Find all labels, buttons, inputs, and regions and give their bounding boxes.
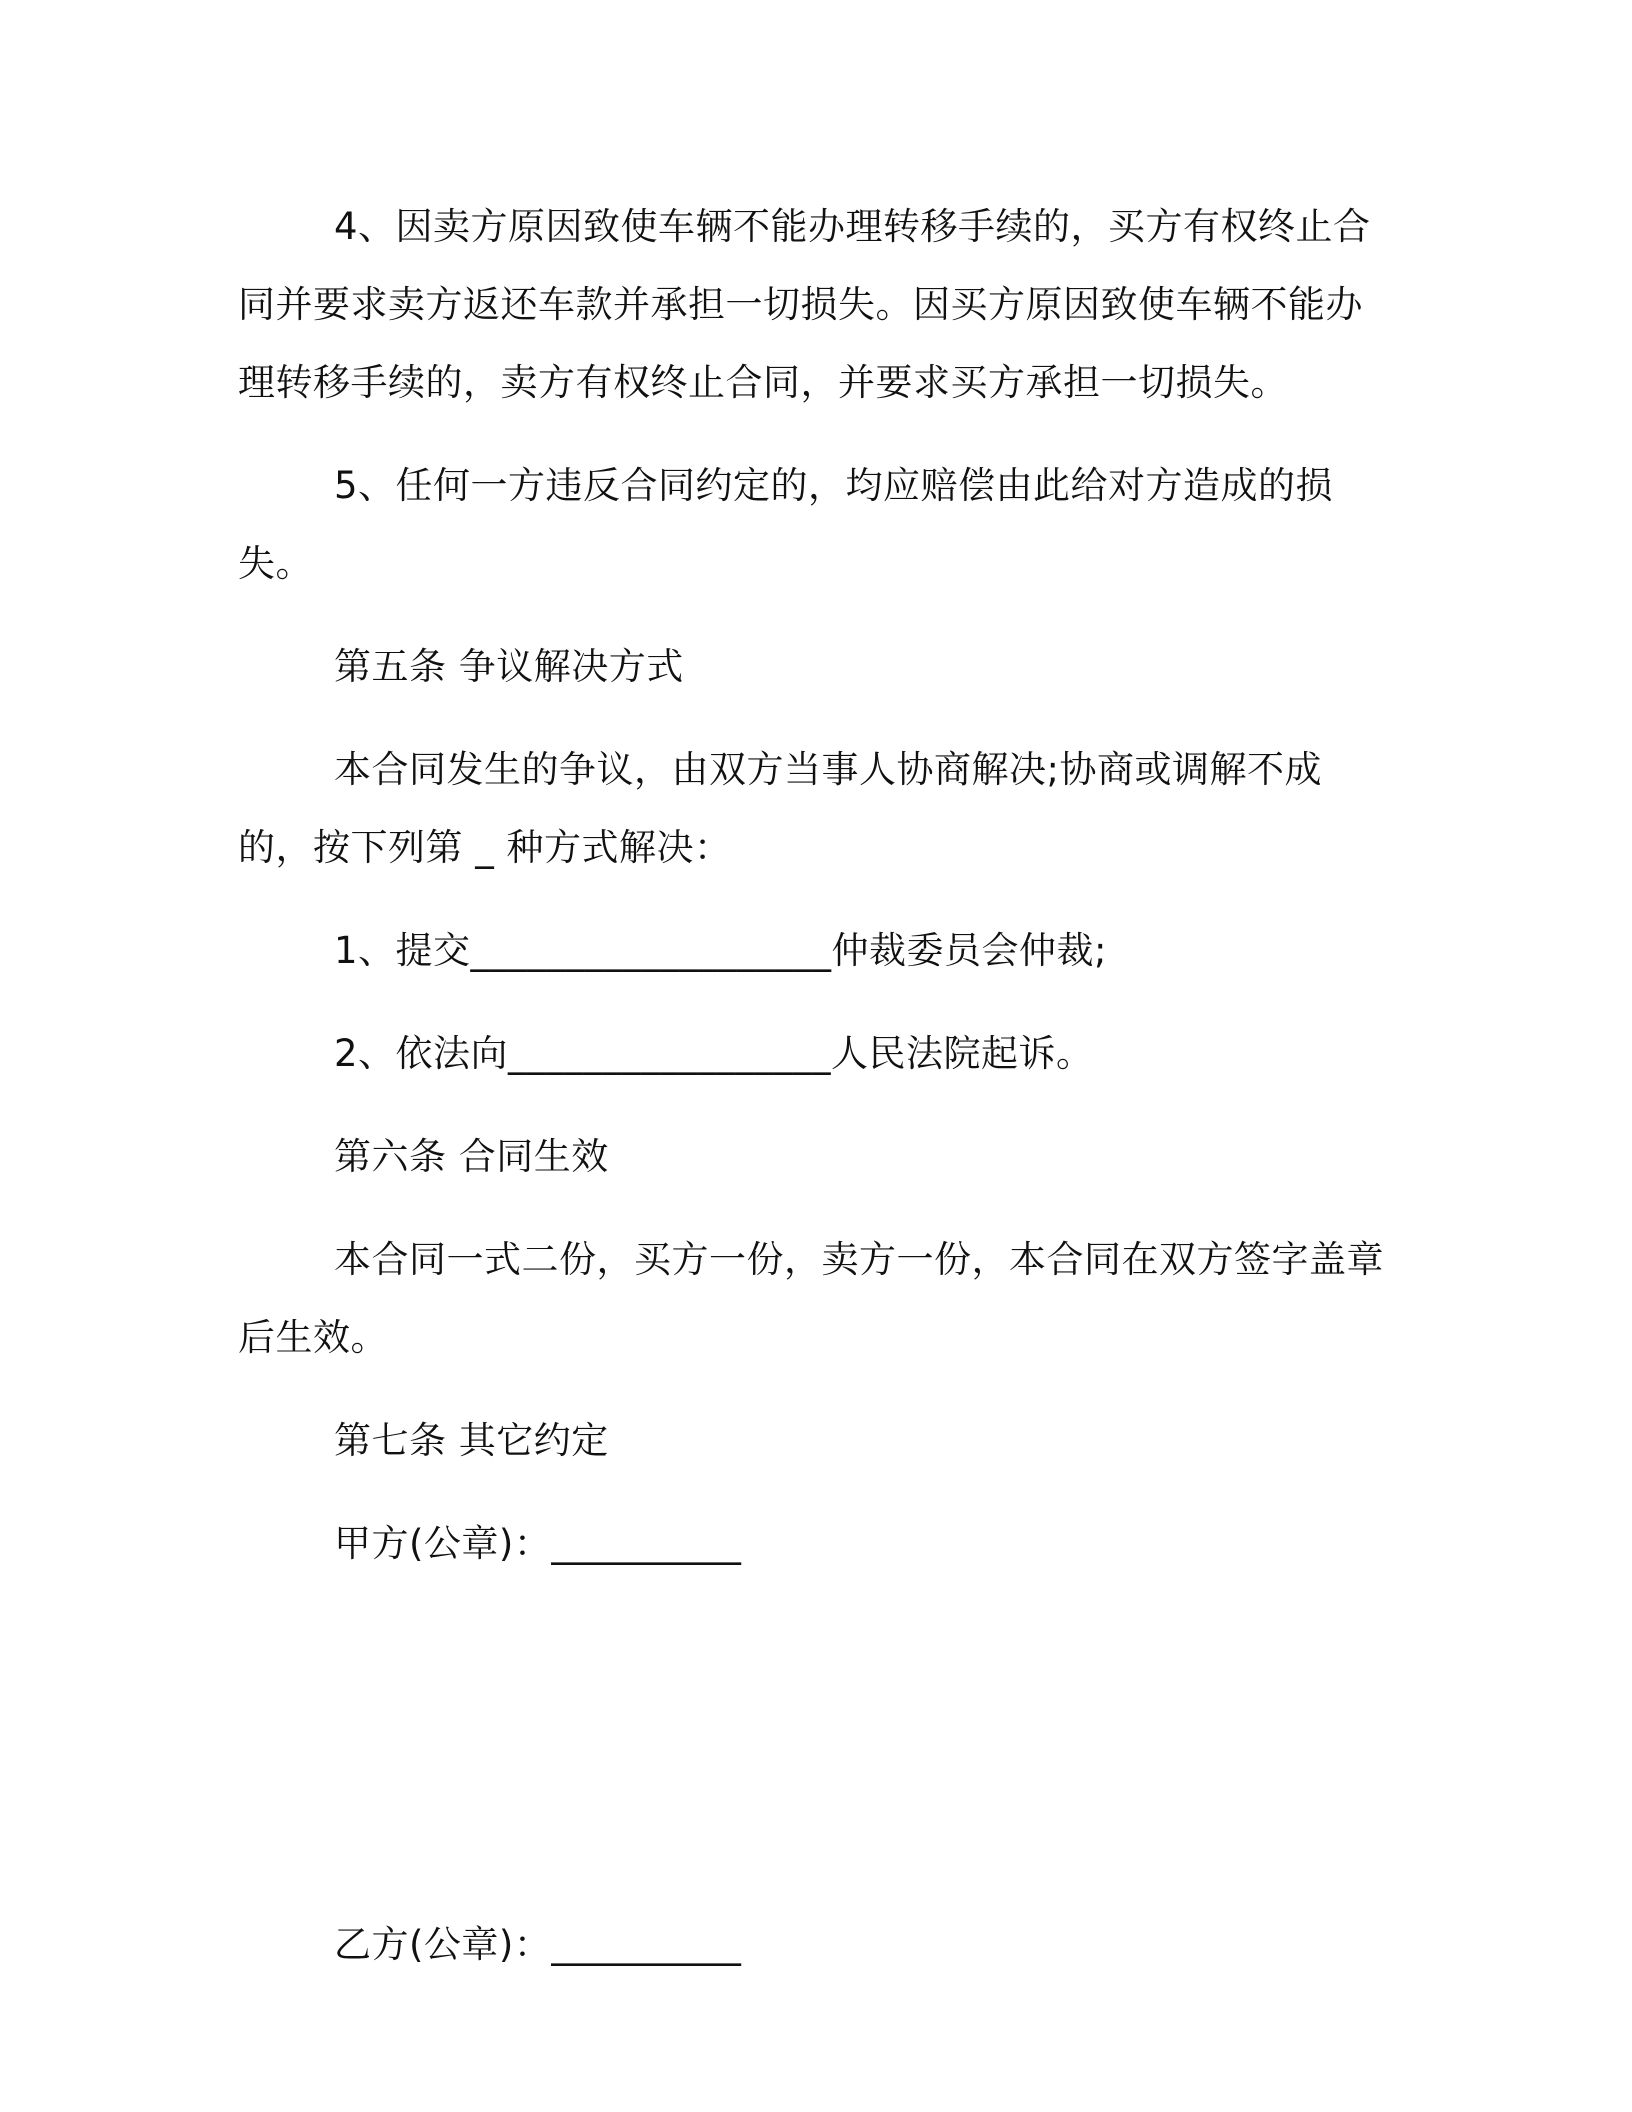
dispute-resolution-paragraph: 本合同发生的争议，由双方当事人协商解决;协商或调解不成的，按下列第 _ 种方式解决： [238,748,1322,869]
effectiveness-paragraph: 本合同一式二份，买方一份，卖方一份，本合同在双方签字盖章后生效。 [238,1238,1384,1359]
clause-4-paragraph: 4、因卖方原因致使车辆不能办理转移手续的，买方有权终止合同并要求卖方返还车款并承担一切损失。因买方原因致使车辆不能办理转移手续的，卖方有权终止合同，并要求买方承担一切损失。 [238,205,1371,404]
party-a-signature-line: 甲方(公章)：__________ [334,1522,742,1565]
party-b-signature-line: 乙方(公章)：__________ [334,1923,742,1966]
clause-5-paragraph: 5、任何一方违反合同约定的，均应赔偿由此给对方造成的损失。 [238,464,1334,585]
signature-spacer [238,1608,1388,1906]
litigation-option: 2、依法向_________________人民法院起诉。 [334,1032,1094,1075]
article-5-heading: 第五条 争议解决方式 [334,645,684,688]
article-7-heading: 第七条 其它约定 [334,1419,609,1462]
arbitration-option: 1、提交___________________仲裁委员会仲裁; [334,929,1108,972]
article-6-heading: 第六条 合同生效 [334,1135,609,1178]
document-body [238,188,1388,2009]
